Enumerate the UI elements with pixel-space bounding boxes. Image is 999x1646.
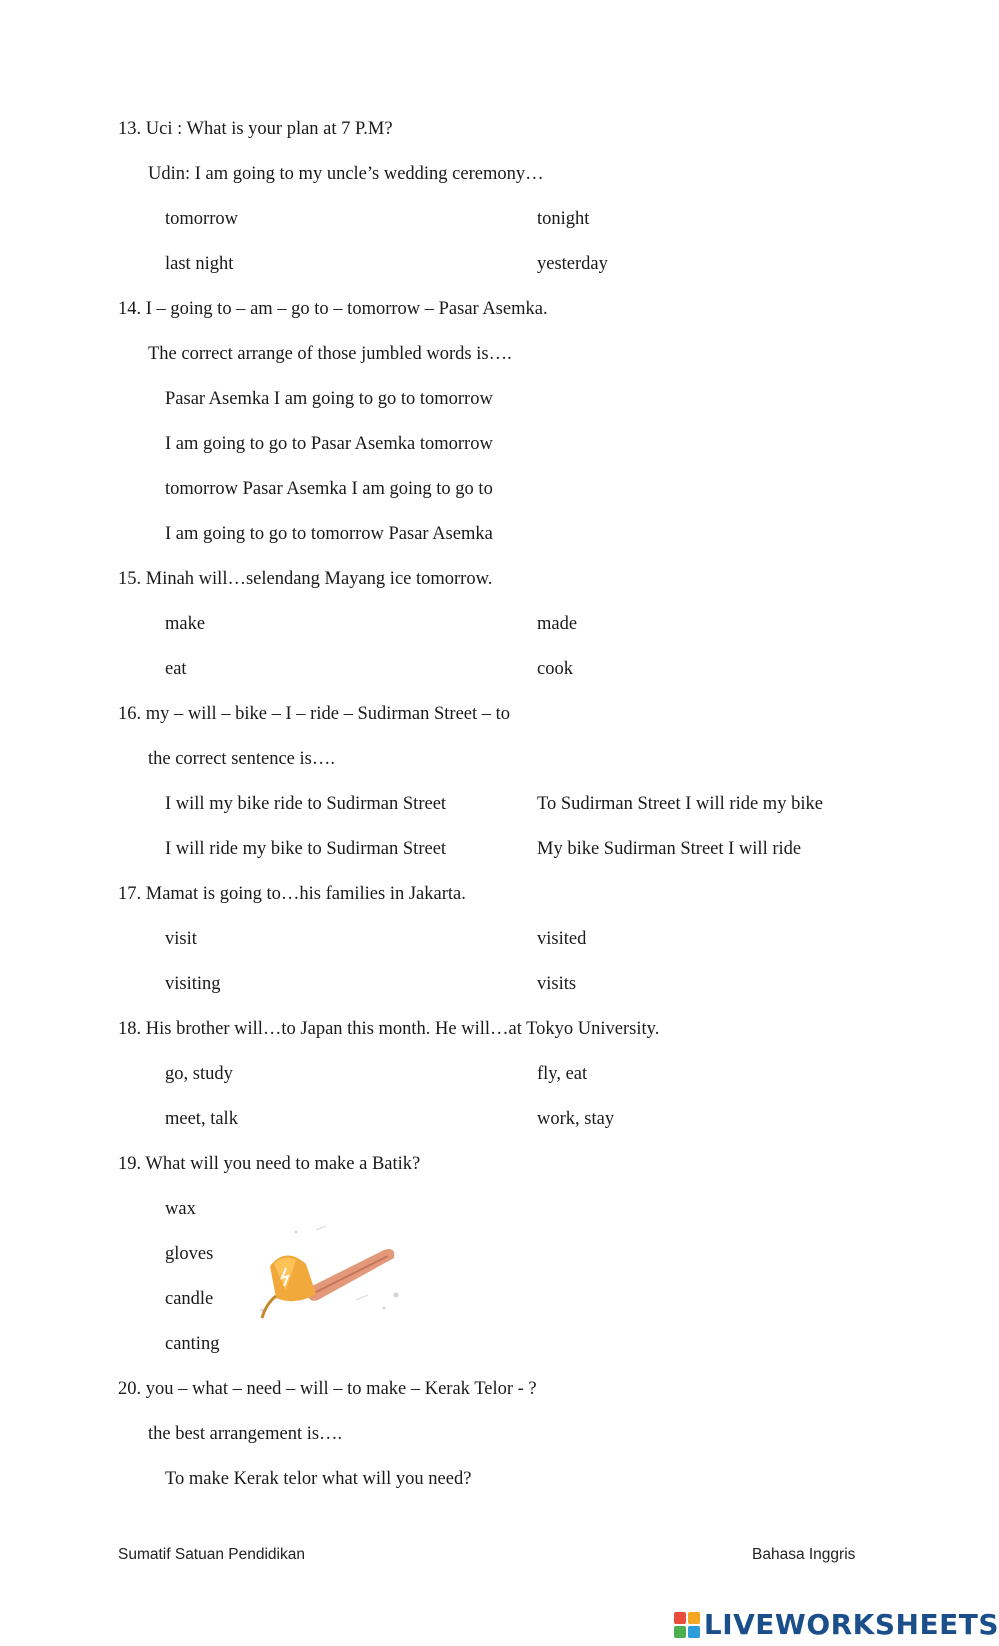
- q16-option-c[interactable]: I will ride my bike to Sudirman Street: [165, 839, 447, 859]
- q18-option-a[interactable]: go, study: [165, 1064, 233, 1084]
- q13-option-b[interactable]: tonight: [537, 209, 590, 229]
- q13-prompt: 13. Uci : What is your plan at 7 P.M?: [118, 119, 393, 139]
- q16-option-a[interactable]: I will my bike ride to Sudirman Street: [165, 794, 447, 814]
- q18-option-d[interactable]: work, stay: [537, 1109, 615, 1129]
- q18-prompt: 18. His brother will…to Japan this month. He will…at Tokyo University.: [118, 1019, 660, 1039]
- q14-option-d[interactable]: I am going to go to tomorrow Pasar Asemka: [165, 524, 493, 544]
- q16-prompt: 16. my – will – bike – I – ride – Sudirman Street – to: [118, 704, 511, 724]
- q13-option-a[interactable]: tomorrow: [165, 209, 238, 229]
- liveworksheets-logo: [674, 1608, 999, 1641]
- q15-prompt: 15. Minah will…selendang Mayang ice tomorrow.: [118, 569, 493, 589]
- q20-instruction: the best arrangement is….: [148, 1424, 343, 1444]
- q19-option-d[interactable]: canting: [165, 1334, 220, 1354]
- q14-option-a[interactable]: Pasar Asemka I am going to go to tomorrow: [165, 389, 493, 409]
- q13-response: Udin: I am going to my uncle’s wedding ceremony…: [148, 164, 544, 184]
- q16-option-b[interactable]: To Sudirman Street I will ride my bike: [537, 794, 823, 814]
- footer-left: Sumatif Satuan Pendidikan: [118, 1546, 305, 1563]
- q13-option-c[interactable]: last night: [165, 254, 234, 274]
- q20-answer[interactable]: To make Kerak telor what will you need?: [165, 1469, 472, 1489]
- q14-instruction: The correct arrange of those jumbled words is….: [148, 344, 512, 364]
- q17-option-a[interactable]: visit: [165, 929, 197, 949]
- q13-option-d[interactable]: yesterday: [537, 254, 608, 274]
- q14-option-b[interactable]: I am going to go to Pasar Asemka tomorrow: [165, 434, 493, 454]
- canting-tool-illustration: [256, 1220, 406, 1320]
- liveworksheets-icon: [674, 1612, 700, 1638]
- liveworksheets-wordmark: LIVEWORKSHEETS: [703, 1608, 999, 1641]
- q19-option-c[interactable]: candle: [165, 1289, 214, 1309]
- q16-instruction: the correct sentence is….: [148, 749, 335, 769]
- q14-prompt: 14. I – going to – am – go to – tomorrow – Pasar Asemka.: [118, 299, 548, 319]
- q20-prompt: 20. you – what – need – will – to make – Kerak Telor - ?: [118, 1379, 537, 1399]
- q19-option-b[interactable]: gloves: [165, 1244, 214, 1264]
- q18-option-b[interactable]: fly, eat: [537, 1064, 588, 1084]
- q19-prompt: 19. What will you need to make a Batik?: [118, 1154, 421, 1174]
- q15-option-d[interactable]: cook: [537, 659, 573, 679]
- q15-option-c[interactable]: eat: [165, 659, 187, 679]
- q15-option-b[interactable]: made: [537, 614, 578, 634]
- q15-option-a[interactable]: make: [165, 614, 206, 634]
- q17-option-c[interactable]: visiting: [165, 974, 221, 994]
- q17-prompt: 17. Mamat is going to…his families in Jakarta.: [118, 884, 466, 904]
- q17-option-d[interactable]: visits: [537, 974, 577, 994]
- q17-option-b[interactable]: visited: [537, 929, 587, 949]
- q14-option-c[interactable]: tomorrow Pasar Asemka I am going to go to: [165, 479, 493, 499]
- footer-right: Bahasa Inggris: [752, 1546, 856, 1563]
- q19-option-a[interactable]: wax: [165, 1199, 196, 1219]
- q18-option-c[interactable]: meet, talk: [165, 1109, 238, 1129]
- q16-option-d[interactable]: My bike Sudirman Street I will ride: [537, 839, 802, 859]
